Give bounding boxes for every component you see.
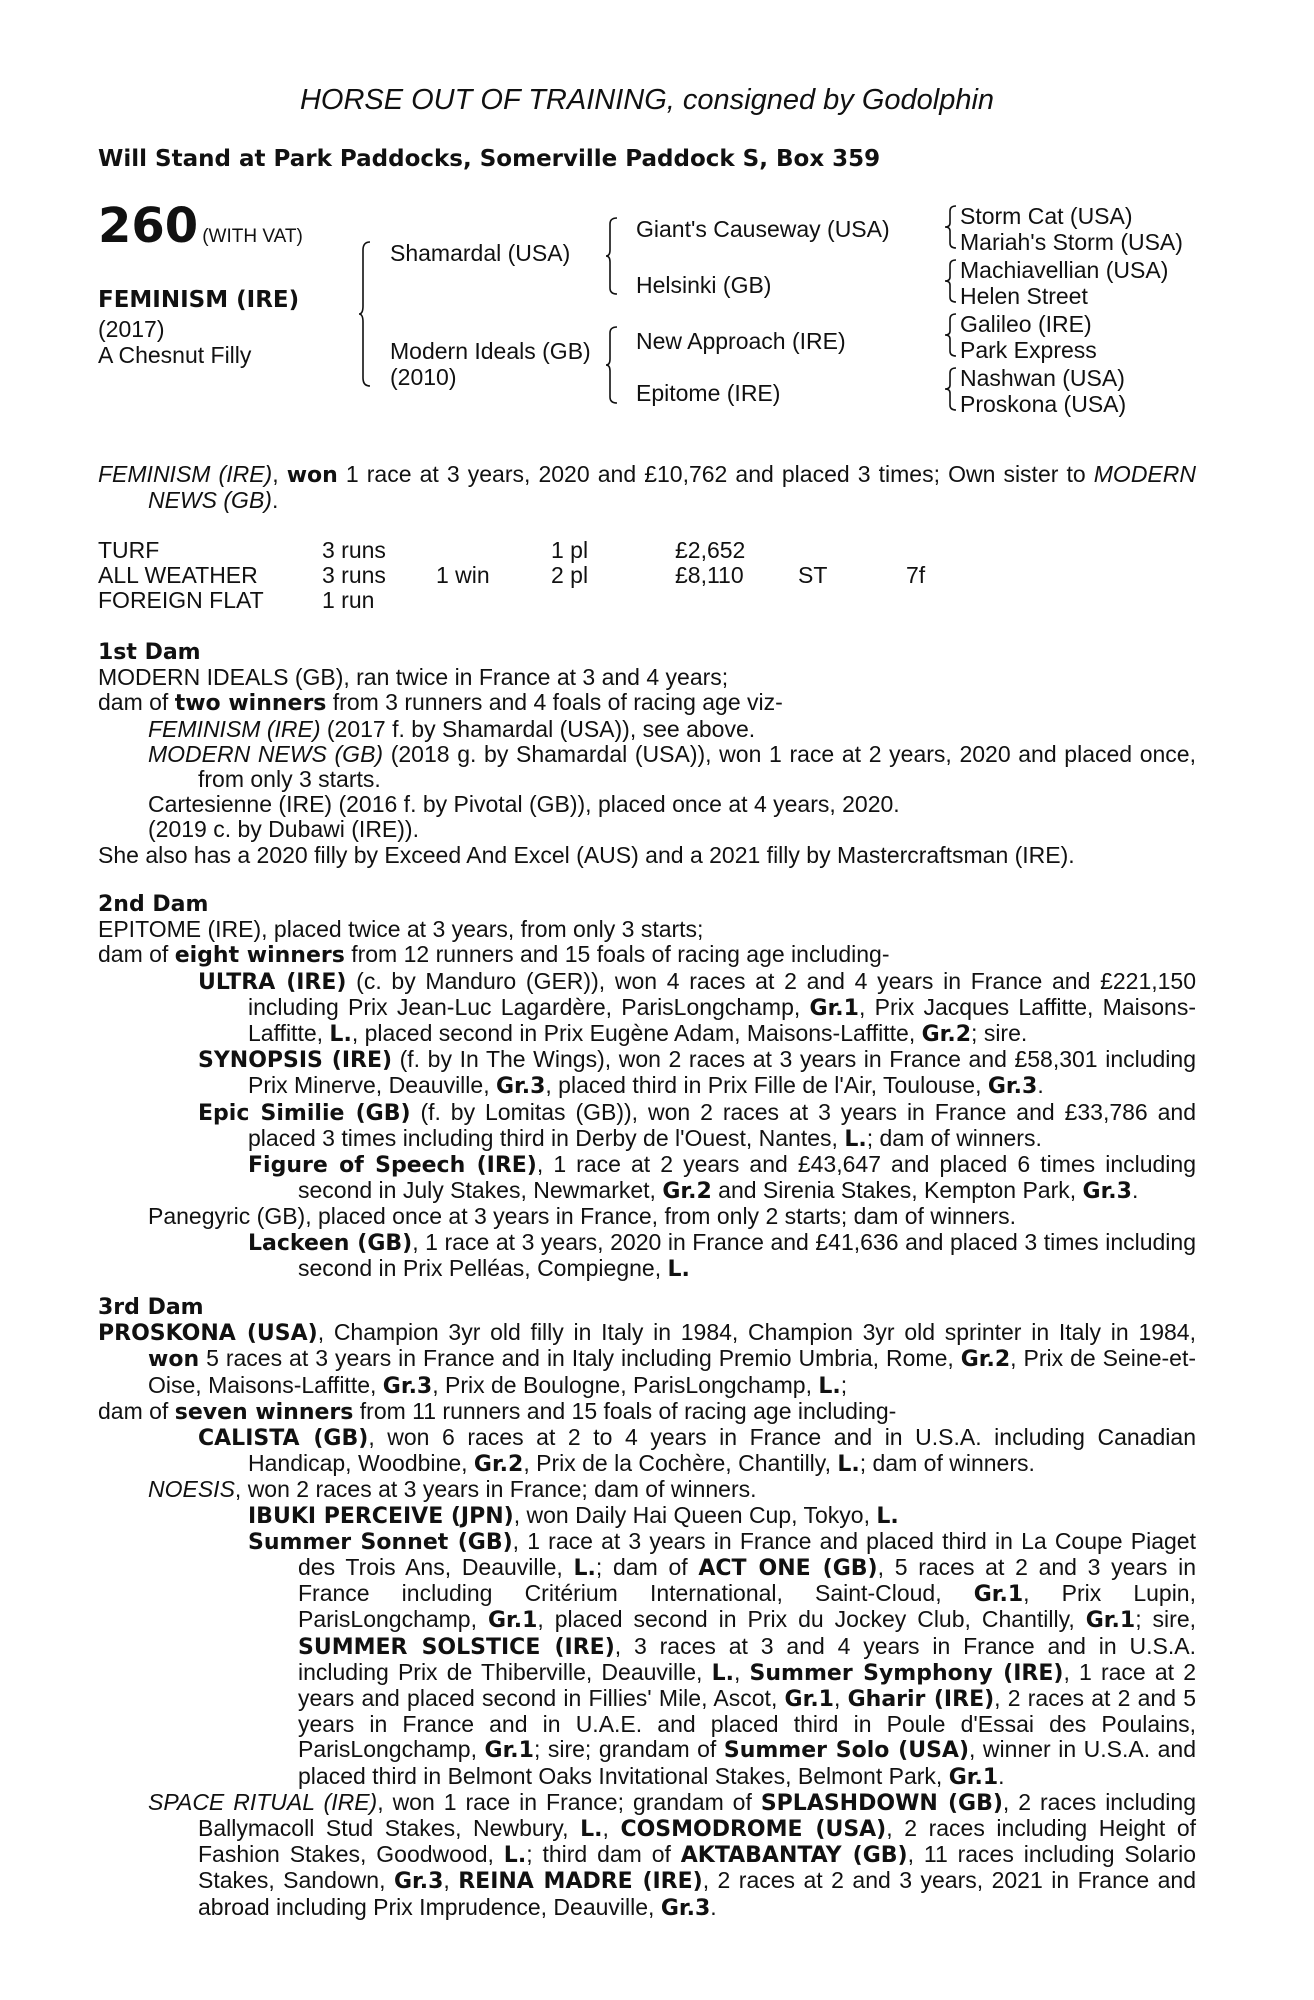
record-surface: ALL WEATHER xyxy=(98,562,258,588)
produce-item: SYNOPSIS (IRE) (f. by In The Wings), won 2 races at 3 years in France and £58,301 including Prix Minerve, Deauville, Gr.3, placed third in Prix Fille de l'Air, Toulouse, Gr.3. xyxy=(198,1046,1196,1100)
pedigree-brace-dam-line xyxy=(605,325,619,405)
race-summary: FEMINISM (IRE), won 1 race at 3 years, 2020 and £10,762 and placed 3 times; Own sister to MODERN NEWS (GB). xyxy=(98,461,1196,514)
first-dam-section xyxy=(98,640,1196,868)
record-surface: FOREIGN FLAT xyxy=(98,587,264,613)
pedigree-sire: Shamardal (USA) xyxy=(390,240,571,266)
horse-name: FEMINISM (IRE) xyxy=(98,287,300,313)
record-earnings: £8,110 xyxy=(675,562,744,588)
second-dam-produce-summary: dam of eight winners from 12 runners and 15 foals of racing age including- xyxy=(98,941,890,969)
pedigree-sd-sire: Machiavellian (USA) xyxy=(960,257,1169,283)
produce-item: SPACE RITUAL (IRE), won 1 race in France; grandam of SPLASHDOWN (GB), 2 races including Ballymacoll Stud Stakes, Newbury, L., COSMODROME (USA), 2 races including Height of Fashion Stakes, Goodwood, L.; third dam of AKTABANTAY (GB), 11 races including Solario Stakes, Sandown, Gr.3, REINA MADRE (IRE), 2 races at 2 and 3 years, 2021 in France and abroad including Prix Imprudence, Deauville, Gr.3. xyxy=(148,1788,1197,1921)
first-dam-heading: 1st Dam xyxy=(98,640,201,665)
produce-item: FEMINISM (IRE) (2017 f. by Shamardal (USA)), see above. xyxy=(148,715,756,742)
record-course: ST xyxy=(798,562,828,588)
record-placed: 1 pl xyxy=(551,537,589,563)
pedigree-sd-dam: Helen Street xyxy=(960,283,1088,309)
lot-number-value: 260 xyxy=(98,198,199,254)
pedigree-brace-dd xyxy=(944,366,958,412)
produce-item: (2019 c. by Dubawi (IRE)). xyxy=(148,816,419,843)
second-dam-heading: 2nd Dam xyxy=(98,892,209,917)
record-runs: 3 runs xyxy=(322,537,386,563)
catalogue-page xyxy=(98,0,1196,2000)
second-dam-line: EPITOME (IRE), placed twice at 3 years, from only 3 starts; xyxy=(98,916,704,943)
pedigree-dd-sire: Nashwan (USA) xyxy=(960,365,1125,391)
record-runs: 1 run xyxy=(322,587,375,613)
produce-item: Epic Similie (GB) (f. by Lomitas (GB)), won 2 races at 3 years in France and £33,786 and placed 3 times including third in Derby de l'Ouest, Nantes, L.; dam of winners. xyxy=(198,1098,1197,1152)
produce-item: Lackeen (GB), 1 race at 3 years, 2020 in France and £41,636 and placed 3 times including second in Prix Pelléas, Compiegne, L. xyxy=(248,1228,1196,1282)
horse-year: (2017) xyxy=(98,316,165,342)
pedigree-ds-dam: Park Express xyxy=(960,337,1097,363)
horse-description: A Chesnut Filly xyxy=(98,342,252,368)
summary-text: 1 race at 3 years, 2020 and £10,762 and placed 3 times; Own sister to xyxy=(337,461,1094,487)
page-title: HORSE OUT OF TRAINING, consigned by Godolphin xyxy=(299,84,995,116)
record-runs: 3 runs xyxy=(322,562,386,588)
summary-end: . xyxy=(271,487,279,514)
pedigree-dd-dam: Proskona (USA) xyxy=(960,391,1127,417)
pedigree-sire-sire: Giant's Causeway (USA) xyxy=(636,216,890,242)
pedigree-dam-year: (2010) xyxy=(390,364,457,390)
pedigree-brace-sd xyxy=(944,258,958,304)
third-dam-section xyxy=(98,1295,1196,1921)
produce-item: Panegyric (GB), placed once at 3 years in France, from only 2 starts; dam of winners. xyxy=(148,1203,1016,1230)
pedigree-brace-ss xyxy=(944,204,958,250)
record-placed: 2 pl xyxy=(551,562,589,588)
pedigree-dam-dam: Epitome (IRE) xyxy=(636,380,781,406)
summary-won: won xyxy=(286,463,338,488)
pedigree-ds-sire: Galileo (IRE) xyxy=(960,311,1092,337)
first-dam-produce-summary: dam of two winners from 3 runners and 4 foals of racing age viz- xyxy=(98,689,783,717)
produce-item: ULTRA (IRE) (c. by Manduro (GER)), won 4 races at 2 and 4 years in France and £221,150 including Prix Jean-Luc Lagardère, ParisLongchamp, Gr.1, Prix Jacques Laffitte, Maisons-Laffitte, L., placed second in Prix Eugène Adam, Maisons-Laffitte, Gr.2; sire. xyxy=(198,967,1197,1048)
record-distance: 7f xyxy=(906,562,926,588)
stand-location: Will Stand at Park Paddocks, Somerville Paddock S, Box 359 xyxy=(98,146,881,172)
pedigree-brace-ds xyxy=(944,312,958,358)
record-wins: 1 win xyxy=(436,562,490,588)
pedigree-brace-sire-line xyxy=(605,216,619,296)
third-dam-heading: 3rd Dam xyxy=(98,1295,204,1320)
produce-note: She also has a 2020 filly by Exceed And Excel (AUS) and a 2021 filly by Mastercraftsman (IRE). xyxy=(98,841,1075,868)
vat-note: (WITH VAT) xyxy=(202,226,303,247)
second-dam-section xyxy=(98,892,1196,1282)
pedigree-ss-dam: Mariah's Storm (USA) xyxy=(960,229,1183,255)
produce-item: Figure of Speech (IRE), 1 race at 2 years and £43,647 and placed 6 times including second in July Stakes, Newmarket, Gr.2 and Sirenia Stakes, Kempton Park, Gr.3. xyxy=(248,1151,1196,1205)
summary-sister: MODERN NEWS (GB) xyxy=(148,461,1196,514)
pedigree-dam: Modern Ideals (GB) xyxy=(390,338,591,364)
third-dam-line: PROSKONA (USA), Champion 3yr old filly in Italy in 1984, Champion 3yr old sprinter in Italy in 1984, won 5 races at 3 years in France and in Italy including Premio Umbria, Rome, Gr.2, Prix de Seine-et-Oise, Maisons-Laffitte, Gr.3, Prix de Boulogne, ParisLongchamp, L.; xyxy=(98,1319,1196,1399)
produce-item: MODERN NEWS (GB) (2018 g. by Shamardal (USA)), won 1 race at 2 years, 2020 and placed once, from only 3 starts. xyxy=(148,740,1196,793)
produce-item: Cartesienne (IRE) (2016 f. by Pivotal (GB)), placed once at 4 years, 2020. xyxy=(148,791,900,818)
produce-item: Summer Sonnet (GB), 1 race at 3 years in France and placed third in La Coupe Piaget des Trois Ans, Deauville, L.; dam of ACT ONE (GB), 5 races at 2 and 3 years in France including Critérium International, Saint-Cloud, Gr.1, Prix Lupin, ParisLongchamp, Gr.1, placed second in Prix du Jockey Club, Chantilly, Gr.1; sire, SUMMER SOLSTICE (IRE), 3 races at 3 and 4 years in France and in U.S.A. including Prix de Thiberville, Deauville, L., Summer Symphony (IRE), 1 race at 2 years and placed second in Fillies' Mile, Ascot, Gr.1, Gharir (IRE), 2 races at 2 and 5 years in France and in U.A.E. and placed third in Poule d'Essai des Poulains, ParisLongchamp, Gr.1; sire; grandam of Summer Solo (USA), winner in U.S.A. and placed third in Belmont Oaks Invitational Stakes, Belmont Park, Gr.1. xyxy=(248,1527,1197,1790)
lot-number xyxy=(98,198,303,254)
produce-item: NOESIS, won 2 races at 3 years in France; dam of winners. xyxy=(148,1476,757,1503)
pedigree-dam-sire: New Approach (IRE) xyxy=(636,328,846,354)
record-earnings: £2,652 xyxy=(675,537,746,563)
pedigree-brace-sire-dam xyxy=(358,240,372,388)
produce-item: CALISTA (GB), won 6 races at 2 to 4 years in France and in U.S.A. including Canadian Handicap, Woodbine, Gr.2, Prix de la Cochère, Chantilly, L.; dam of winners. xyxy=(198,1424,1196,1478)
first-dam-line: MODERN IDEALS (GB), ran twice in France at 3 and 4 years; xyxy=(98,664,729,691)
third-dam-produce-summary: dam of seven winners from 11 runners and 15 foals of racing age including- xyxy=(98,1397,897,1425)
summary-horse-name: FEMINISM (IRE) xyxy=(98,461,273,487)
pedigree-sire-dam: Helsinki (GB) xyxy=(636,272,772,298)
pedigree-ss-sire: Storm Cat (USA) xyxy=(960,203,1133,229)
record-surface: TURF xyxy=(98,537,160,563)
produce-item: IBUKI PERCEIVE (JPN), won Daily Hai Queen Cup, Tokyo, L. xyxy=(248,1501,899,1529)
